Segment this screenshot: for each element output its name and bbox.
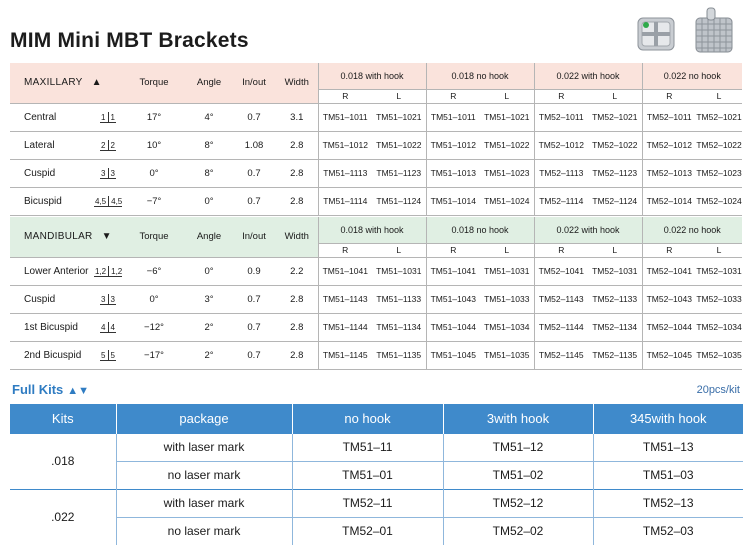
part-code: TM52–1043	[642, 285, 696, 313]
kit-code: TM51–12	[443, 433, 593, 461]
part-code: TM51–1011	[318, 103, 372, 131]
tooth-name: Bicuspid	[10, 187, 94, 215]
kit-row	[10, 489, 743, 517]
tooth-number	[94, 131, 122, 159]
tooth-number-right: 1,2	[111, 266, 122, 276]
width-value: 3.1	[276, 103, 318, 131]
tooth-number-right: 2	[110, 140, 115, 150]
part-code: TM52–1021	[696, 103, 742, 131]
part-code: TM52–1014	[642, 187, 696, 215]
angle-value: 3°	[186, 285, 232, 313]
group-header: 0.018 no hook	[426, 217, 534, 243]
tooth-notation	[94, 266, 122, 277]
part-code: TM52–1145	[534, 341, 588, 369]
tooth-row	[10, 285, 742, 313]
width-value: 2.8	[276, 187, 318, 215]
tooth-row	[10, 159, 742, 187]
part-code: TM51–1031	[372, 257, 426, 285]
part-code: TM51–1041	[318, 257, 372, 285]
side-header: L	[612, 245, 618, 255]
tooth-notation	[100, 140, 116, 151]
part-code: TM51–1114	[318, 187, 372, 215]
quadrant-divider	[108, 322, 109, 332]
side-header: L	[716, 245, 722, 255]
tooth-number-right: 5	[110, 350, 115, 360]
part-code: TM52–1134	[588, 313, 642, 341]
torque-value: 0°	[122, 159, 186, 187]
side-header: R	[426, 89, 480, 103]
side-header: R	[534, 243, 588, 257]
tooth-number-left: 3	[101, 294, 106, 304]
tooth-notation	[100, 112, 116, 123]
kit-row	[10, 461, 743, 489]
part-code: TM51–1011	[426, 103, 480, 131]
kit-code: TM51–02	[443, 461, 593, 489]
side-header: R	[318, 243, 372, 257]
angle-value: 8°	[186, 131, 232, 159]
part-code: TM51–1023	[480, 159, 534, 187]
part-code: TM51–1144	[318, 313, 372, 341]
part-code: TM51–1012	[318, 131, 372, 159]
width-value: 2.2	[276, 257, 318, 285]
torque-value: −6°	[122, 257, 186, 285]
angle-value: 2°	[186, 313, 232, 341]
quadrant-divider	[108, 266, 109, 276]
kit-code: TM52–01	[292, 517, 443, 545]
part-code: TM51–1034	[480, 313, 534, 341]
angle-value: 0°	[186, 257, 232, 285]
tooth-notation	[100, 322, 116, 333]
tooth-number-left: 2	[101, 140, 106, 150]
torque-header: Torque	[122, 217, 186, 257]
tooth-number	[94, 103, 122, 131]
tooth-number-right: 3	[110, 168, 115, 178]
part-code: TM52–1045	[642, 341, 696, 369]
angle-value: 2°	[186, 341, 232, 369]
tooth-row	[10, 103, 742, 131]
torque-value: −17°	[122, 341, 186, 369]
tooth-row	[10, 131, 742, 159]
group-header: 0.018 with hook	[318, 63, 426, 89]
tooth-row	[10, 187, 742, 215]
tooth-number-right: 4,5	[111, 196, 123, 206]
kit-code: TM51–11	[292, 433, 443, 461]
triangle-up-icon: ▲	[91, 77, 102, 89]
package-type: no laser mark	[116, 461, 292, 489]
part-code: TM51–1012	[426, 131, 480, 159]
tooth-number-left: 4	[101, 322, 106, 332]
kit-code: TM52–13	[593, 489, 743, 517]
group-header: 0.022 with hook	[534, 63, 642, 89]
part-code: TM52–1044	[642, 313, 696, 341]
kit-code: TM52–03	[593, 517, 743, 545]
part-code: TM51–1022	[372, 131, 426, 159]
part-code: TM52–1144	[534, 313, 588, 341]
quadrant-divider	[108, 112, 109, 122]
side-header: R	[642, 243, 696, 257]
part-code: TM52–1113	[534, 159, 588, 187]
part-code: TM51–1143	[318, 285, 372, 313]
mandibular-table	[10, 217, 742, 370]
tooth-number	[94, 313, 122, 341]
side-header: R	[426, 243, 480, 257]
part-code: TM51–1043	[426, 285, 480, 313]
tooth-notation	[100, 168, 116, 179]
part-code: TM51–1021	[480, 103, 534, 131]
kit-code: TM51–03	[593, 461, 743, 489]
part-code: TM52–1012	[642, 131, 696, 159]
part-code: TM52–1114	[534, 187, 588, 215]
kit-count: 20pcs/kit	[696, 384, 740, 396]
part-code: TM51–1041	[426, 257, 480, 285]
mandibular-section-label: MANDIBULAR ▼	[10, 217, 122, 257]
kit-size: .022	[10, 489, 116, 545]
part-code: TM51–1024	[480, 187, 534, 215]
inout-value: 0.7	[232, 159, 276, 187]
triangle-down-icon: ▼	[101, 231, 112, 243]
part-code: TM52–1021	[588, 103, 642, 131]
torque-value: 10°	[122, 131, 186, 159]
part-code: TM52–1123	[588, 159, 642, 187]
part-code: TM51–1044	[426, 313, 480, 341]
part-code: TM52–1031	[696, 257, 742, 285]
tooth-number-left: 4,5	[95, 196, 107, 206]
triangles-icon: ▲▼	[67, 385, 90, 397]
quadrant-divider	[108, 168, 109, 178]
tooth-name: Lateral	[10, 131, 94, 159]
part-code: TM52–1133	[588, 285, 642, 313]
part-code: TM52–1034	[696, 313, 742, 341]
page-title: MIM Mini MBT Brackets	[10, 29, 249, 52]
part-code: TM51–1134	[372, 313, 426, 341]
side-header: L	[504, 91, 510, 101]
tooth-name: Cuspid	[10, 159, 94, 187]
tooth-number-right: 3	[110, 294, 115, 304]
tooth-number	[94, 159, 122, 187]
tooth-row	[10, 313, 742, 341]
part-code: TM52–1033	[696, 285, 742, 313]
kits-column-header: Kits	[10, 404, 116, 433]
package-type: with laser mark	[116, 433, 292, 461]
tooth-number-right: 4	[110, 322, 115, 332]
part-code: TM52–1013	[642, 159, 696, 187]
part-code: TM52–1024	[696, 187, 742, 215]
width-header: Width	[276, 63, 318, 103]
part-code: TM51–1135	[372, 341, 426, 369]
quadrant-divider	[108, 196, 109, 206]
group-header: 0.022 no hook	[642, 217, 742, 243]
part-code: TM52–1011	[534, 103, 588, 131]
part-code: TM52–1035	[696, 341, 742, 369]
quadrant-divider	[108, 294, 109, 304]
part-code: TM52–1143	[534, 285, 588, 313]
group-header: 0.022 with hook	[534, 217, 642, 243]
width-value: 2.8	[276, 341, 318, 369]
maxillary-table	[10, 63, 742, 216]
bracket-mesh-base-icon	[688, 6, 738, 56]
tooth-number	[94, 341, 122, 369]
tooth-row	[10, 257, 742, 285]
tooth-number-left: 3	[101, 168, 106, 178]
tooth-number-left: 5	[101, 350, 106, 360]
side-header: R	[318, 89, 372, 103]
inout-value: 1.08	[232, 131, 276, 159]
torque-value: 17°	[122, 103, 186, 131]
group-header: 0.022 no hook	[642, 63, 742, 89]
no-hook-column-header: no hook	[292, 404, 443, 433]
width-value: 2.8	[276, 131, 318, 159]
bracket-product-icon	[632, 8, 682, 58]
kit-code: TM51–13	[593, 433, 743, 461]
part-code: TM51–1145	[318, 341, 372, 369]
tooth-number	[94, 257, 122, 285]
quadrant-divider	[108, 140, 109, 150]
tooth-number-right: 1	[110, 112, 115, 122]
part-code: TM51–1013	[426, 159, 480, 187]
part-code: TM51–1022	[480, 131, 534, 159]
inout-header: In/out	[232, 217, 276, 257]
angle-value: 4°	[186, 103, 232, 131]
angle-value: 8°	[186, 159, 232, 187]
tooth-name: 1st Bicuspid	[10, 313, 94, 341]
width-value: 2.8	[276, 313, 318, 341]
part-code: TM51–1133	[372, 285, 426, 313]
tooth-name: Central	[10, 103, 94, 131]
inout-value: 0.7	[232, 187, 276, 215]
part-code: TM51–1113	[318, 159, 372, 187]
part-code: TM51–1123	[372, 159, 426, 187]
package-type: with laser mark	[116, 489, 292, 517]
torque-value: −7°	[122, 187, 186, 215]
width-value: 2.8	[276, 285, 318, 313]
inout-value: 0.7	[232, 103, 276, 131]
kit-size: .018	[10, 433, 116, 489]
inout-value: 0.7	[232, 285, 276, 313]
tooth-name: 2nd Bicuspid	[10, 341, 94, 369]
part-code: TM52–1022	[696, 131, 742, 159]
tooth-number-left: 1,2	[95, 266, 107, 276]
torque-header: Torque	[122, 63, 186, 103]
package-type: no laser mark	[116, 517, 292, 545]
side-header: L	[612, 91, 618, 101]
kit-code: TM52–02	[443, 517, 593, 545]
part-code: TM52–1041	[534, 257, 588, 285]
angle-header: Angle	[186, 63, 232, 103]
kit-row	[10, 433, 743, 461]
part-code: TM52–1012	[534, 131, 588, 159]
package-column-header: package	[116, 404, 292, 433]
width-header: Width	[276, 217, 318, 257]
angle-value: 0°	[186, 187, 232, 215]
inout-value: 0.7	[232, 341, 276, 369]
part-code: TM51–1033	[480, 285, 534, 313]
part-code: TM51–1014	[426, 187, 480, 215]
tooth-name: Lower Anterior	[10, 257, 94, 285]
kit-row	[10, 517, 743, 545]
side-header: L	[716, 91, 722, 101]
tooth-notation	[100, 294, 116, 305]
part-code: TM52–1011	[642, 103, 696, 131]
quadrant-divider	[108, 350, 109, 360]
inout-value: 0.9	[232, 257, 276, 285]
side-header: L	[396, 245, 402, 255]
tooth-notation	[94, 196, 122, 207]
maxillary-section-label: MAXILLARY ▲	[10, 63, 122, 103]
side-header: L	[504, 245, 510, 255]
group-header: 0.018 no hook	[426, 63, 534, 89]
torque-value: 0°	[122, 285, 186, 313]
kit-code: TM52–11	[292, 489, 443, 517]
part-code: TM52–1135	[588, 341, 642, 369]
inout-header: In/out	[232, 63, 276, 103]
part-code: TM51–1035	[480, 341, 534, 369]
torque-value: −12°	[122, 313, 186, 341]
kit-code: TM51–01	[292, 461, 443, 489]
tooth-row	[10, 341, 742, 369]
part-code: TM51–1021	[372, 103, 426, 131]
angle-header: Angle	[186, 217, 232, 257]
tooth-name: Cuspid	[10, 285, 94, 313]
part-code: TM52–1023	[696, 159, 742, 187]
side-header: R	[534, 89, 588, 103]
3-with-hook-column-header: 3with hook	[443, 404, 593, 433]
part-code: TM52–1124	[588, 187, 642, 215]
full-kits-title: Full Kits ▲▼	[12, 382, 90, 397]
kit-code: TM52–12	[443, 489, 593, 517]
part-code: TM52–1022	[588, 131, 642, 159]
part-code: TM51–1124	[372, 187, 426, 215]
full-kits-table	[10, 404, 743, 545]
width-value: 2.8	[276, 159, 318, 187]
side-header: R	[642, 89, 696, 103]
part-code: TM51–1031	[480, 257, 534, 285]
tooth-number	[94, 285, 122, 313]
side-header: L	[396, 91, 402, 101]
tooth-number-left: 1	[101, 112, 106, 122]
345-with-hook-column-header: 345with hook	[593, 404, 743, 433]
inout-value: 0.7	[232, 313, 276, 341]
part-code: TM52–1041	[642, 257, 696, 285]
group-header: 0.018 with hook	[318, 217, 426, 243]
part-code: TM51–1045	[426, 341, 480, 369]
tooth-number	[94, 187, 122, 215]
tooth-notation	[100, 350, 116, 361]
part-code: TM52–1031	[588, 257, 642, 285]
